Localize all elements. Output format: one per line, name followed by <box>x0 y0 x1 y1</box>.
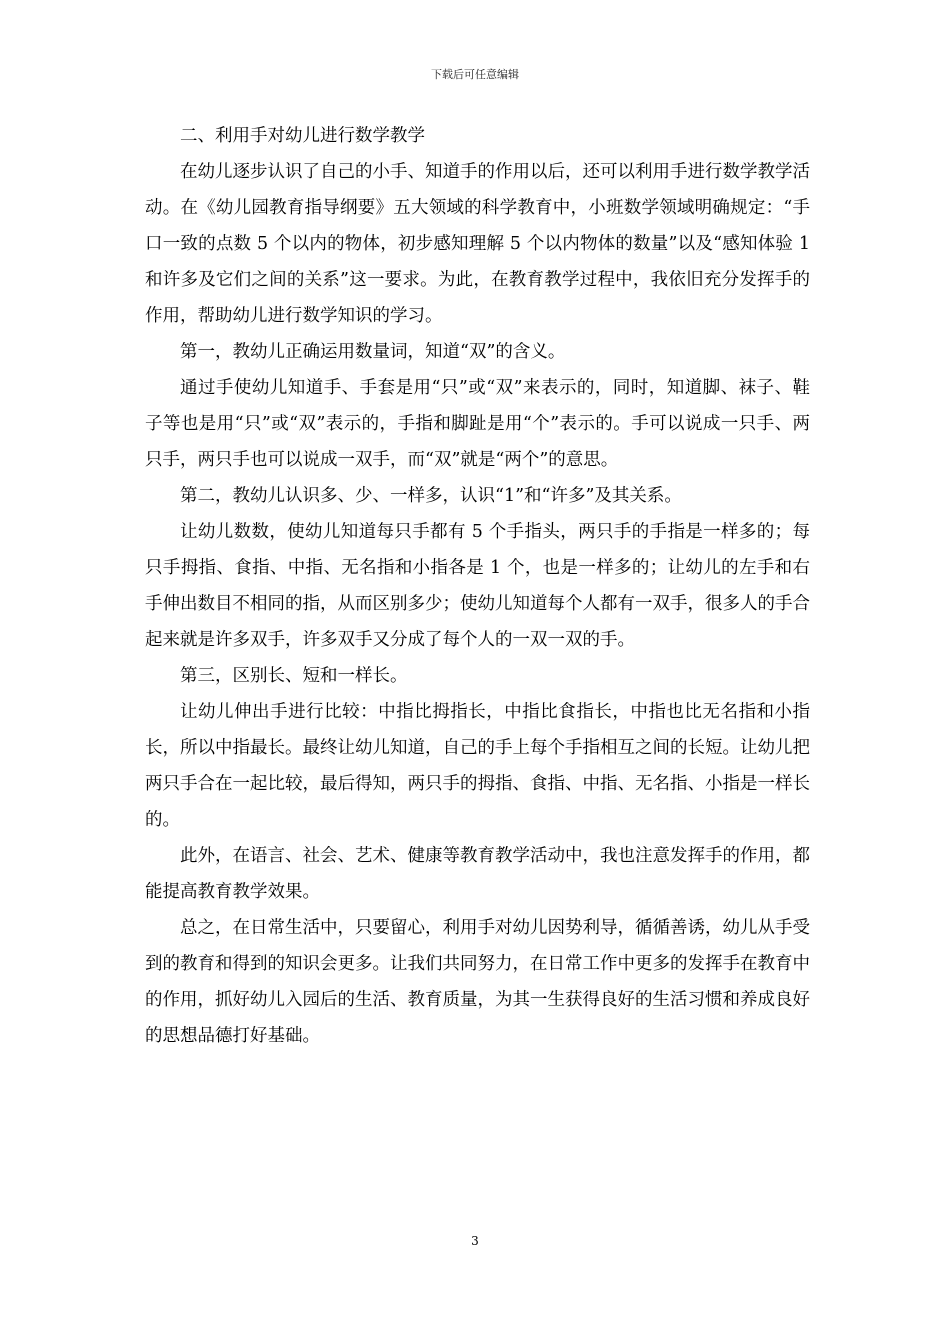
paragraph: 第三，区别长、短和一样长。 <box>180 666 408 686</box>
page-number: 3 <box>471 1234 479 1248</box>
section-heading: 二、利用手对幼儿进行数学教学 <box>180 126 425 146</box>
paragraph: 总之，在日常生活中，只要留心，利用手对幼儿因势利导，循循善诱，幼儿从手受到的教育和得到的知识会更多。让我们共同努力，在日常工作中更多的发挥手在教育中的作用，抓好幼儿入园后的生活、教育质量，为其一生获得良好的生活习惯和养成良好的思想品德打好基础。 <box>145 918 810 1046</box>
paragraph: 通过手使幼儿知道手、手套是用“只”或“双”来表示的，同时，知道脚、袜子、鞋子等也是用“只”或“双”表示的，手指和脚趾是用“个”表示的。手可以说成一只手、两只手，两只手也可以说成一双手，而“双”就是“两个”的意思。 <box>145 378 810 470</box>
paragraph: 第二，教幼儿认识多、少、一样多，认识“1”和“许多”及其关系。 <box>180 486 682 506</box>
page-header: 下载后可任意编辑 <box>431 68 519 81</box>
paragraph: 让幼儿数数，使幼儿知道每只手都有 5 个手指头，两只手的手指是一样多的；每只手拇指、食指、中指、无名指和小指各是 1 个，也是一样多的；让幼儿的左手和右手伸出数目不相同的指，从而区别多少；使幼儿知道每个人都有一双手，很多人的手合起来就是许多双手，许多双手又分成了每个人的一双一双的手。 <box>145 522 810 650</box>
paragraph: 此外，在语言、社会、艺术、健康等教育教学活动中，我也注意发挥手的作用，都能提高教育教学效果。 <box>145 846 810 902</box>
paragraph: 让幼儿伸出手进行比较：中指比拇指长，中指比食指长，中指也比无名指和小指长，所以中指最长。最终让幼儿知道，自己的手上每个手指相互之间的长短。让幼儿把两只手合在一起比较，最后得知，两只手的拇指、食指、中指、无名指、小指是一样长的。 <box>145 702 810 830</box>
document-body <box>145 118 810 1054</box>
paragraph: 在幼儿逐步认识了自己的小手、知道手的作用以后，还可以利用手进行数学教学活动。在《幼儿园教育指导纲要》五大领域的科学教育中，小班数学领域明确规定：“手口一致的点数 5 个以内的物体，初步感知理解 5 个以内物体的数量”以及“感知体验 1 和许多及它们之间的关系”这一要求。为此，在教育教学过程中，我依旧充分发挥手的作用，帮助幼儿进行数学知识的学习。 <box>145 162 810 326</box>
paragraph: 第一，教幼儿正确运用数量词，知道“双”的含义。 <box>180 342 566 362</box>
